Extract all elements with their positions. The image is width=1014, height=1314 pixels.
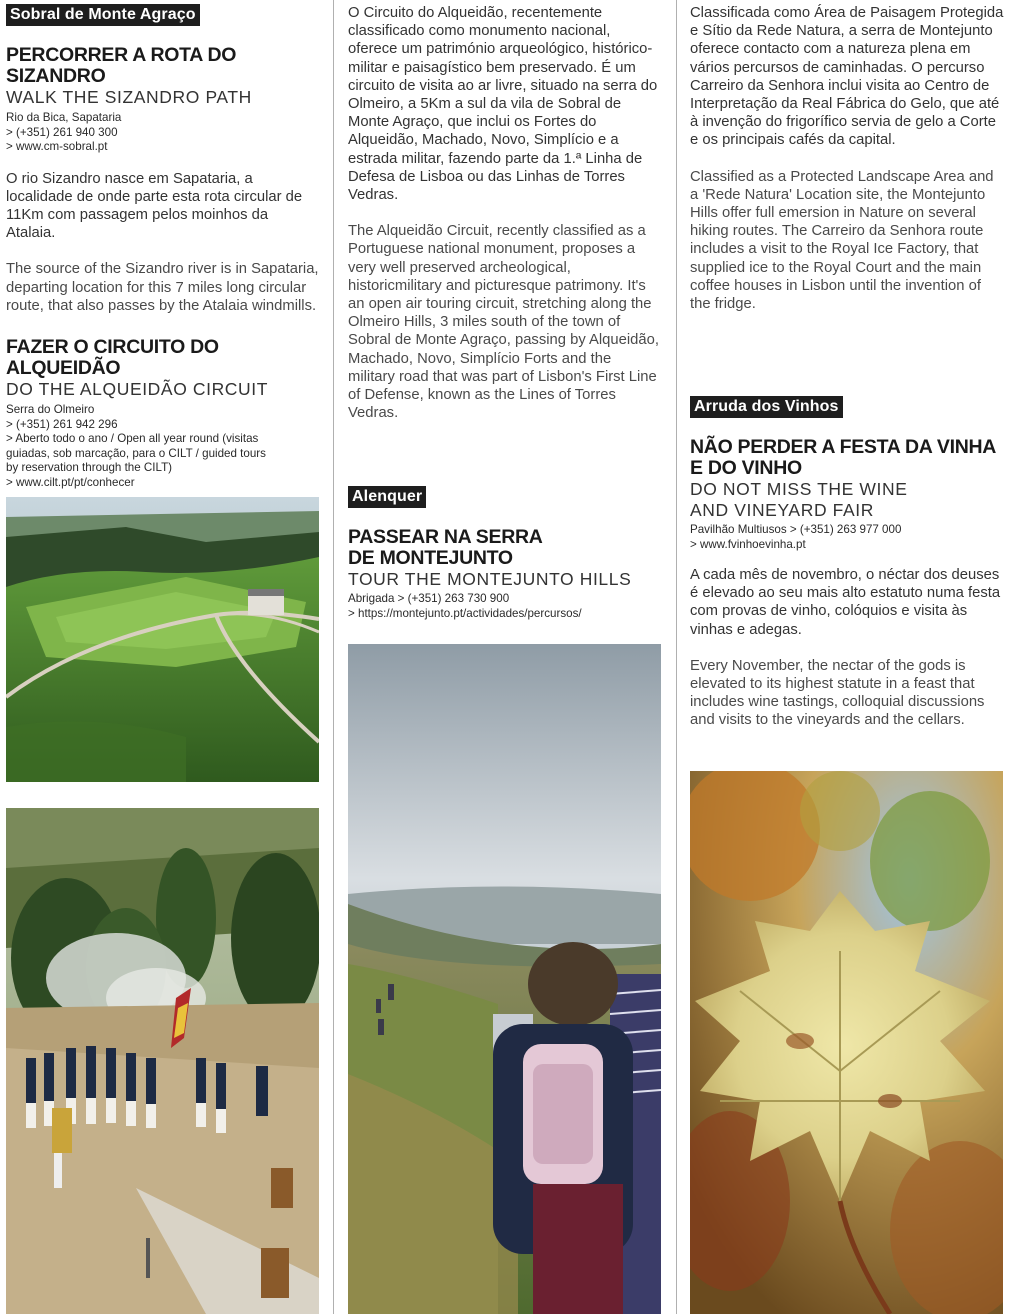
vine-leaf-illustration xyxy=(690,771,1003,1314)
montejunto-title-pt-1: PASSEAR NA SERRA xyxy=(348,526,543,548)
festa-text-en: Every November, the nectar of the gods is elevated to its highest statute in a feast that includes wine tastings, colloquial discussions and visits to the vineyards and the cellars. xyxy=(690,657,985,729)
montejunto-title-pt-2: DE MONTEJUNTO xyxy=(348,547,513,569)
alqueidao-title-pt: FAZER O CIRCUITO DO ALQUEIDÃO xyxy=(6,336,219,379)
region-tag-sobral: Sobral de Monte Agraço xyxy=(6,4,200,26)
montejunto-hikers-photo xyxy=(348,644,661,1314)
festa-title-pt-1: NÃO PERDER A FESTA DA VINHA xyxy=(690,436,997,458)
alqueidao-text-en: The Alqueidão Circuit, recently classified as a Portuguese national monument, proposes a very well preserved archeological, historicmilitary and picturesque patrimony. It's an open air touring circuit, stretching along the Olmeiro Hills, 3 miles south of the town of Sobral de Monte Agraço, passing by Alqueidão, Machado, Novo, Simplício Forts and the military road that was part of Lisbon's First Line of Defense, known as the Lines of Torres Vedras. xyxy=(348,223,659,422)
fort-aerial-illustration xyxy=(6,497,319,782)
alqueidao-meta xyxy=(6,403,320,490)
montejunto-text-en: Classified as a Protected Landscape Area and a 'Rede Natura' Location site, the Montejunto Hills offer full emersion in Nature on several hiking routes. The Carreiro da Senhora route includes a visit to the Royal Ice Factory, that supplied ice to the Royal Court and the main coffee houses in Lisbon until the invention of the fridge. xyxy=(690,168,994,313)
festa-phone: Pavilhão Multiusos > (+351) 263 977 000 xyxy=(690,523,902,536)
alqueidao-hours-1: > Aberto todo o ano / Open all year round (visitas xyxy=(6,432,259,445)
montejunto-phone: Abrigada > (+351) 263 730 900 xyxy=(348,592,510,605)
region-tag-arruda: Arruda dos Vinhos xyxy=(690,396,843,418)
montejunto-text-pt: Classificada como Área de Paisagem Protegida e Sítio da Rede Natura, a serra de Montejunto oferece contacto com a natureza plena em vários percursos de caminhadas. O percurso Carreiro da Senhora inclui visita ao Centro de Interpretação da Real Fábrica do Gelo, que até à invenção do frigorífico servia de gelo a Corte e os principais cafés da capital. xyxy=(690,5,1004,149)
alqueidao-text-pt: O Circuito do Alqueidão, recentemente classificado como monumento nacional, oferece um património arqueológico, histórico-militar e paisagístico bem preservado. É um circuito de visita ao ar livre, situado na serra do Olmeiro, a 5Km a sul da vila de Sobral de Monte Agraço, que inclui os Fortes do Alqueidão, Machado, Novo, Simplício e a estrada militar, fazendo parte da 1.ª Linha de Defesa de Lisboa ou das Linhas de Torres Vedras. xyxy=(348,5,658,204)
region-tag-alenquer: Alenquer xyxy=(348,486,426,508)
sizandro-phone: > (+351) 261 940 300 xyxy=(6,125,118,139)
montejunto-meta xyxy=(348,592,662,621)
vine-leaf-photo xyxy=(690,771,1003,1314)
festa-text-pt: A cada mês de novembro, o néctar dos deuses é elevado ao seu mais alto estatuto numa festa com provas de vinho, colóquios e visita às vinhas e adegas. xyxy=(690,567,1001,638)
fort-aerial-photo xyxy=(6,497,319,782)
festa-title-en-2: AND VINEYARD FAIR xyxy=(690,500,874,520)
festa-title-en-1: DO NOT MISS THE WINE xyxy=(690,479,908,499)
sizandro-website[interactable]: > www.cm-sobral.pt xyxy=(6,140,108,153)
alqueidao-address: Serra do Olmeiro xyxy=(6,403,95,416)
sizandro-address: Rio da Bica, Sapataria xyxy=(6,111,122,124)
montejunto-website[interactable]: > https://montejunto.pt/actividades/percursos/ xyxy=(348,606,582,620)
montejunto-title-en: TOUR THE MONTEJUNTO HILLS xyxy=(348,569,632,589)
sizandro-meta xyxy=(6,111,320,155)
column-divider-right xyxy=(676,0,677,1314)
reenactment-illustration xyxy=(6,808,319,1314)
sizandro-text-en: The source of the Sizandro river is in Sapataria, departing location for this 7 miles long circular route, that also passes by the Atalaia windmills. xyxy=(6,261,319,314)
alqueidao-hours-3: by reservation through the CILT) xyxy=(6,461,173,474)
alqueidao-website[interactable]: > www.cilt.pt/pt/conhecer xyxy=(6,475,135,489)
battle-reenactment-photo xyxy=(6,808,319,1314)
alqueidao-phone: > (+351) 261 942 296 xyxy=(6,417,118,431)
festa-meta xyxy=(690,523,1004,552)
festa-website[interactable]: > www.fvinhoevinha.pt xyxy=(690,537,806,551)
column-divider-left xyxy=(333,0,334,1314)
sizandro-text-pt: O rio Sizandro nasce em Sapataria, a localidade de onde parte esta rota circular de 11Km com passagem pelos moinhos da Atalaia. xyxy=(6,170,303,242)
festa-title-pt-2: E DO VINHO xyxy=(690,457,802,479)
hikers-illustration xyxy=(348,644,661,1314)
sizandro-title-en: WALK THE SIZANDRO PATH xyxy=(6,87,252,107)
alqueidao-title-en: DO THE ALQUEIDÃO CIRCUIT xyxy=(6,379,269,399)
alqueidao-hours-2: guiadas, sob marcação, para o CILT / guided tours xyxy=(6,446,266,460)
sizandro-title-pt: PERCORRER A ROTA DO SIZANDRO xyxy=(6,44,237,87)
